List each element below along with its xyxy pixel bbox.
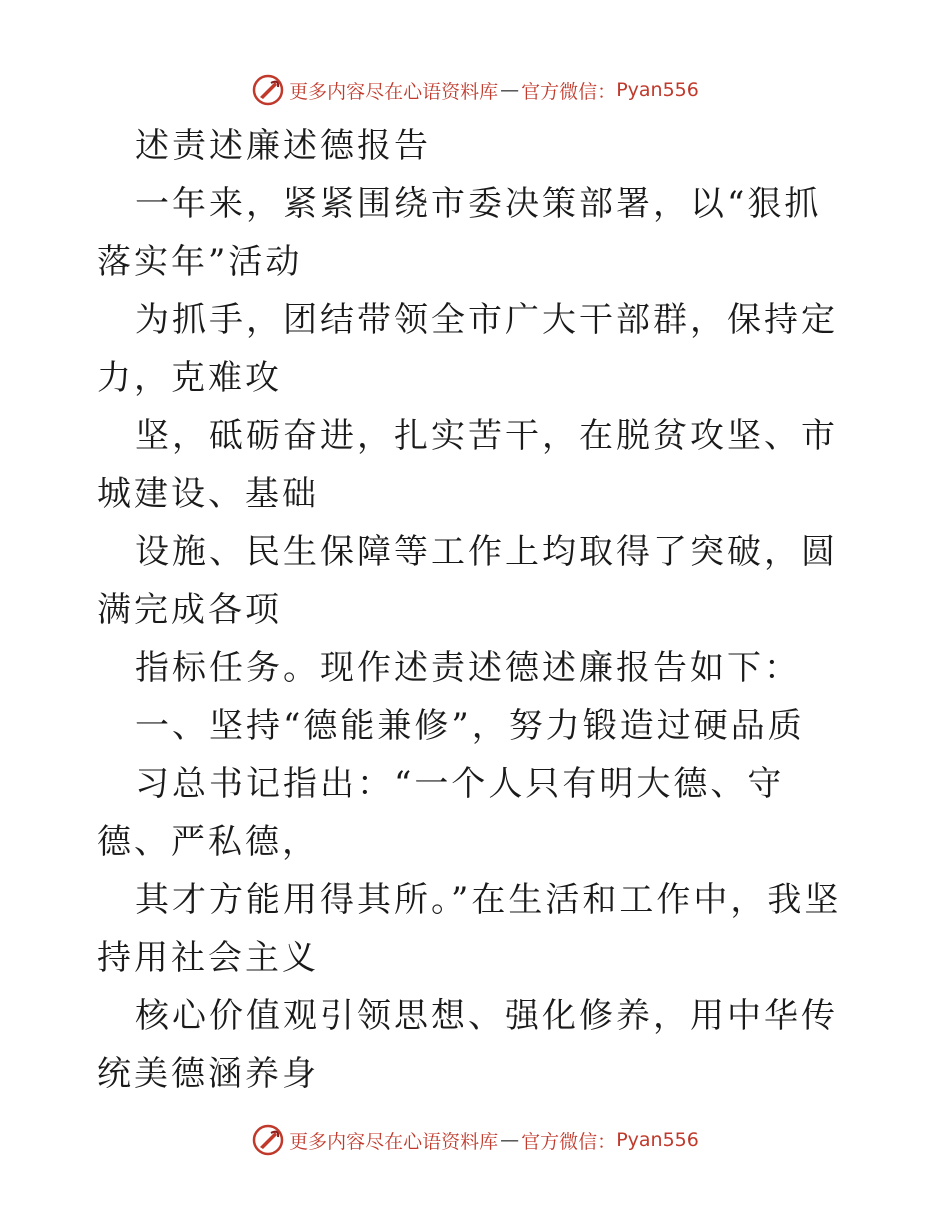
paragraph: 设施、民生保障等工作上均取得了突破，圆满完成各项 [97,532,838,630]
footer-watermark [0,1120,950,1160]
wechat-label: 官方微信： [521,1130,617,1153]
paragraph: 习总书记指出：“一个人只有明大德、守德、严私德， [97,764,785,862]
paragraph: 其才方能用得其所。”在生活和工作中，我坚持用社会主义 [97,880,842,978]
paragraph: 一年来，紧紧围绕市委决策部署，以“狠抓落实年”活动 [97,184,822,282]
watermark-separator: — [500,1129,520,1151]
watermark-text: 更多内容尽在心语资料库 [289,80,499,103]
document-title: 述责述廉述德报告 [135,126,431,166]
watermark-text: 更多内容尽在心语资料库 [289,1130,499,1153]
paragraph: 指标任务。现作述责述德述廉报告如下： [135,648,801,688]
header-watermark [0,70,950,110]
quill-logo-icon [251,73,285,107]
document-body [97,117,857,1103]
wechat-id: Pyan556 [616,1129,699,1151]
paragraph: 坚，砥砺奋进，扎实苦干，在脱贫攻坚、市城建设、基础 [97,416,838,514]
paragraph: 为抓手，团结带领全市广大干部群，保持定力，克难攻 [97,300,838,398]
section-heading: 一、坚持“德能兼修”，努力锻造过硬品质 [135,706,805,746]
paragraph: 核心价值观引领思想、强化修养，用中华传统美德涵养身 [97,996,838,1094]
quill-logo-icon [251,1123,285,1157]
wechat-id: Pyan556 [616,79,699,101]
wechat-label: 官方微信： [521,80,617,103]
watermark-separator: — [500,79,520,101]
